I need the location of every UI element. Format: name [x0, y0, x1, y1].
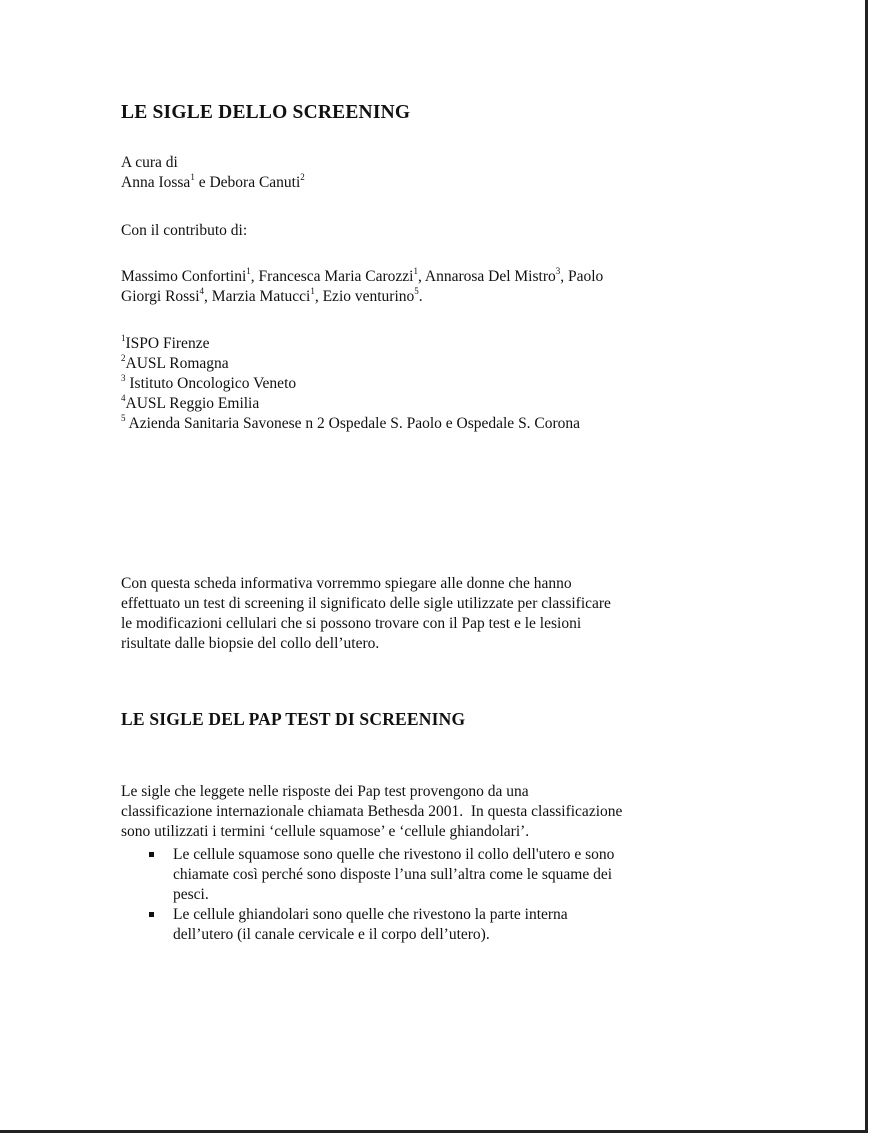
affiliation-sup: 5	[121, 412, 126, 423]
contributor-sup: 5	[414, 285, 419, 296]
affiliation-item	[121, 414, 761, 434]
contributor-sup: 1	[413, 265, 418, 276]
contributor-separator: , Paolo	[560, 268, 604, 285]
paragraph-line: classificazione internazionale chiamata Bethesda 2001. In questa classificazione	[121, 803, 623, 820]
contributor-name: Annarosa Del Mistro	[424, 268, 556, 285]
paragraph-line: sono utilizzati i termini ‘cellule squamose’ e ‘cellule ghiandolari’.	[121, 823, 530, 840]
contributor-name: Ezio venturino	[322, 288, 415, 305]
list-item-line: dell’utero (il canale cervicale e il corpo dell’utero).	[173, 926, 490, 943]
paragraph-line: effettuato un test di screening il significato delle sigle utilizzate per classificare	[121, 595, 611, 612]
contributor-sup: 1	[310, 285, 315, 296]
affiliation-sup: 1	[121, 332, 126, 343]
contributor-separator: ,	[417, 268, 425, 285]
contributor-separator: ,	[250, 268, 259, 285]
affiliation-text: ISPO Firenze	[125, 335, 210, 352]
document-title: LE SIGLE DELLO SCREENING	[121, 102, 411, 123]
contributor-name: Massimo Confortini	[121, 268, 247, 285]
list-item-line: Le cellule squamose sono quelle che rivestono il collo dell'utero e sono	[173, 846, 615, 863]
curated-by-block	[121, 153, 761, 193]
list-item	[121, 845, 761, 905]
contributor-separator: ,	[314, 288, 323, 305]
affiliation-sup: 2	[121, 352, 126, 363]
intro-paragraph	[121, 574, 761, 654]
contributor-sup: 3	[555, 265, 561, 276]
paragraph-line: Con questa scheda informativa vorremmo spiegare alle donne che hanno	[121, 575, 572, 592]
affiliation-text: Istituto Oncologico Veneto	[125, 375, 297, 392]
bethesda-paragraph	[121, 782, 761, 842]
contributors-line-1	[121, 267, 761, 287]
list-item	[121, 905, 761, 945]
list-item-line: pesci.	[173, 886, 209, 903]
contributor-sup: 4	[199, 285, 205, 296]
author-name: Anna Iossa	[121, 174, 191, 191]
list-item-line: Le cellule ghiandolari sono quelle che rivestono la parte interna	[173, 906, 568, 923]
list-item-line: chiamate così perché sono disposte l’una sull’altra come le squame dei	[173, 866, 613, 883]
affiliation-text: Azienda Sanitaria Savonese n 2 Ospedale S. Paolo e Ospedale S. Corona	[125, 415, 581, 432]
author-sup: 1	[190, 171, 195, 182]
contributor-separator: .	[418, 288, 423, 305]
contributors-block	[121, 267, 761, 307]
contributor-name: Francesca Maria Carozzi	[258, 268, 414, 285]
contribution-label: Con il contributo di:	[121, 222, 248, 239]
author-sup: 2	[300, 171, 305, 182]
contributor-separator: ,	[204, 288, 212, 305]
paragraph-line: Le sigle che leggete nelle risposte dei Pap test provengono da una	[121, 783, 529, 800]
affiliation-item	[121, 394, 761, 414]
contributors-line-2	[121, 287, 761, 307]
author-conjunction: e	[194, 174, 210, 191]
paragraph-line: le modificazioni cellulari che si possono trovare con il Pap test e le lesioni	[121, 615, 582, 632]
affiliation-item	[121, 354, 761, 374]
affiliation-item	[121, 374, 761, 394]
affiliation-sup: 3	[121, 372, 126, 383]
square-bullet-icon	[149, 852, 154, 857]
square-bullet-icon	[149, 912, 154, 917]
paragraph-line: risultate dalle biopsie del collo dell’utero.	[121, 635, 380, 652]
affiliations-list	[121, 334, 761, 434]
section-heading: LE SIGLE DEL PAP TEST DI SCREENING	[121, 709, 466, 729]
cell-types-list	[121, 845, 761, 945]
curated-by-label: A cura di	[121, 154, 178, 171]
contributor-name: Marzia Matucci	[211, 288, 311, 305]
curated-by-authors	[121, 173, 761, 193]
affiliation-item	[121, 334, 761, 354]
contributor-name: Giorgi Rossi	[121, 288, 200, 305]
affiliation-text: AUSL Romagna	[125, 355, 229, 372]
affiliation-sup: 4	[121, 392, 126, 403]
author-name: Debora Canuti	[209, 174, 301, 191]
affiliation-text: AUSL Reggio Emilia	[125, 395, 260, 412]
contributor-sup: 1	[246, 265, 251, 276]
